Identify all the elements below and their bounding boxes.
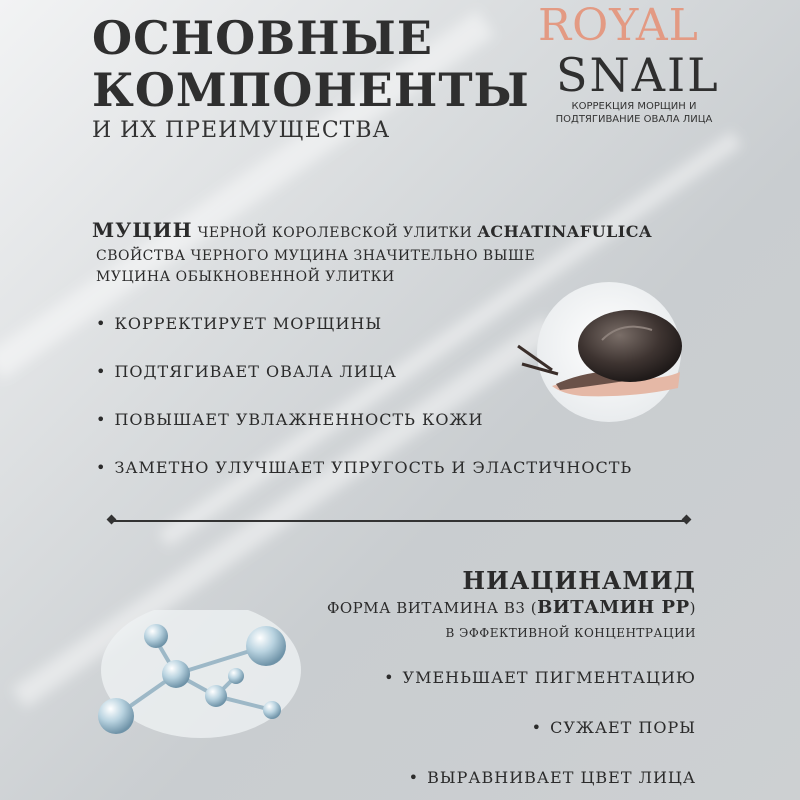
page-title [92,12,530,116]
bullet-text: ПОВЫШАЕТ УВЛАЖНЕННОСТЬ КОЖИ [114,410,484,429]
list-item: • ЗАМЕТНО УЛУЧШАЕТ УПРУГОСТЬ И ЭЛАСТИЧНОСТЬ [96,458,633,477]
molecule-image [96,610,306,740]
bullet-text: КОРРЕКТИРУЕТ МОРЩИНЫ [114,314,383,333]
title-line-1: ОСНОВНЫЕ [92,11,433,65]
bullet-text: ПОДТЯГИВАЕТ ОВАЛА ЛИЦА [114,362,397,381]
section-divider [108,516,690,526]
section2-bullet-list [384,666,696,800]
section2-heading [327,566,696,640]
brand-royal: ROYAL [538,0,699,51]
bullet-text: СУЖАЕТ ПОРЫ [550,718,696,737]
section2-subtitle-c: ) [689,599,696,617]
list-item: • СУЖАЕТ ПОРЫ [531,718,696,737]
bullet-text: ВЫРАВНИВАЕТ ЦВЕТ ЛИЦА [427,768,696,787]
list-item: • ВЫРАВНИВАЕТ ЦВЕТ ЛИЦА [408,768,696,787]
section1-title-rest: ЧЕРНОЙ КОРОЛЕВСКОЙ УЛИТКИ [197,225,473,241]
list-item: • КОРРЕКТИРУЕТ МОРЩИНЫ [96,314,383,333]
section1-description: СВОЙСТВА ЧЕРНОГО МУЦИНА ЗНАЧИТЕЛЬНО ВЫШЕ МУЦИНА ОБЫКНОВЕННОЙ УЛИТКИ [96,248,536,285]
section1-heading [92,218,652,242]
page-subtitle: И ИХ ПРЕИМУЩЕСТВА [92,118,391,143]
section1-species: ACHATINAFULICA [477,222,652,241]
bullet-text: ЗАМЕТНО УЛУЧШАЕТ УПРУГОСТЬ И ЭЛАСТИЧНОСТЬ [114,458,633,477]
section2-note: В ЭФФЕКТИВНОЙ КОНЦЕНТРАЦИИ [445,626,696,640]
bullet-text: УМЕНЬШАЕТ ПИГМЕНТАЦИЮ [402,668,696,687]
list-item: • ПОДТЯГИВАЕТ ОВАЛА ЛИЦА [96,362,397,381]
snail-on-hand-image [512,280,690,424]
brand-tagline: КОРРЕКЦИЯ МОРЩИН И ПОДТЯГИВАНИЕ ОВАЛА ЛИЦА [555,101,713,125]
section2-subtitle-b: ВИТАМИН РР [537,597,690,618]
brand-snail: SNAIL [556,48,720,102]
section1-title: МУЦИН [92,218,193,242]
section2-subtitle [327,597,696,618]
section2-title: НИАЦИНАМИД [462,566,696,595]
title-line-2: КОМПОНЕНТЫ [92,63,530,117]
list-item: • ПОВЫШАЕТ УВЛАЖНЕННОСТЬ КОЖИ [96,410,484,429]
list-item: • УМЕНЬШАЕТ ПИГМЕНТАЦИЮ [384,668,696,687]
section2-subtitle-a: ФОРМА ВИТАМИНА В3 ( [326,599,538,617]
